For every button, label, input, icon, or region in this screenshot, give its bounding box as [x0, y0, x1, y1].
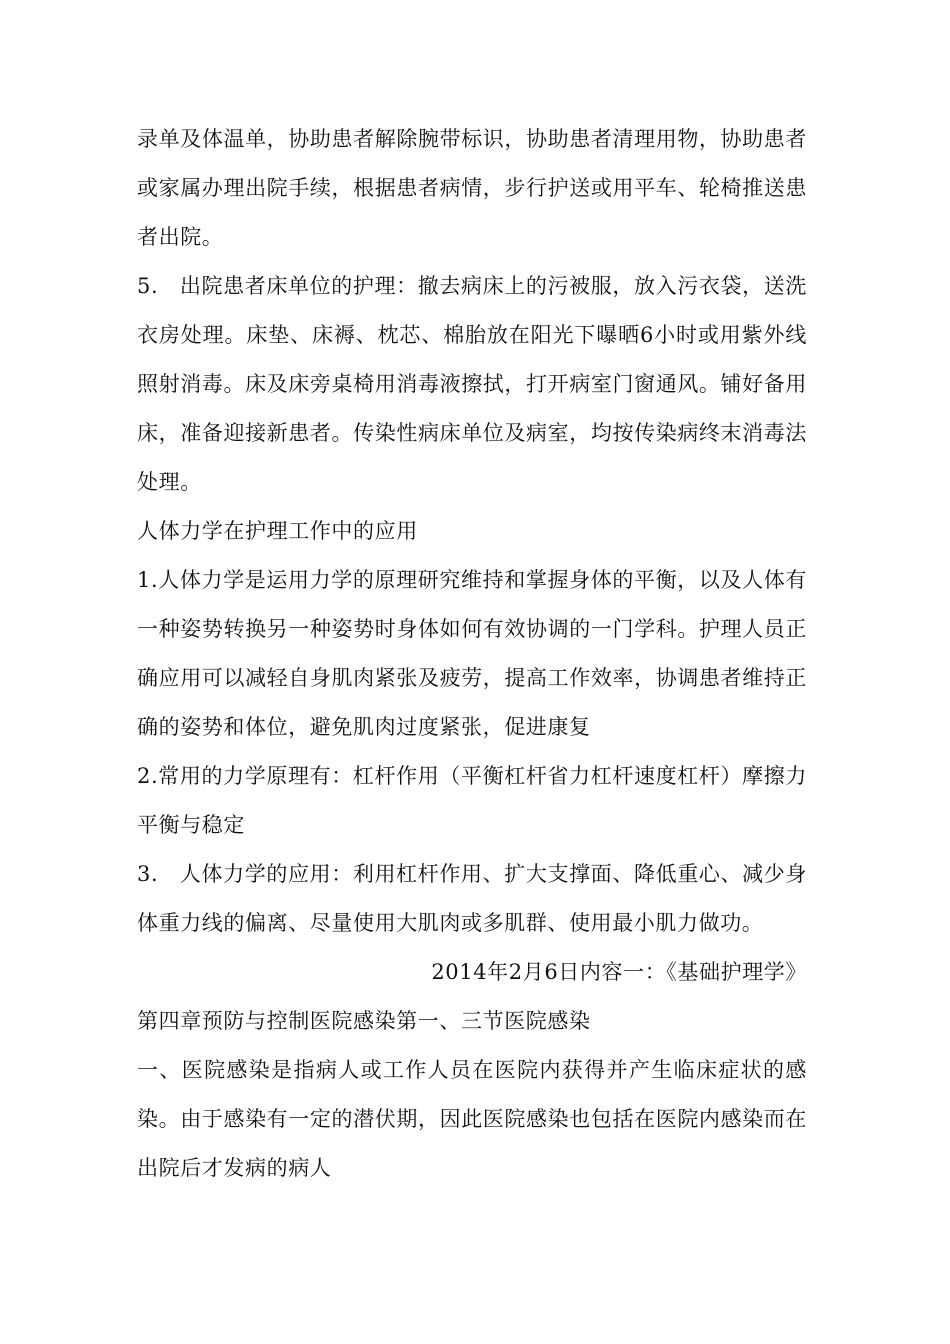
paragraph-bed-unit-care: 5. 出院患者床单位的护理：撤去病床上的污被服，放入污衣袋，送洗衣房处理。床垫、床褥、枕芯、棉胎放在阳光下曝晒6小时或用紫外线照射消毒。床及床旁桌椅用消毒液擦拭，打开病室门窗通风。铺好备用床，准备迎接新患者。传染性病床单位及病室，均按传染病终末消毒法处理。 [137, 274, 807, 494]
document-body [137, 115, 807, 1193]
paragraph-body-mechanics-definition: 1.人体力学是运用力学的原理研究维持和掌握身体的平衡，以及人体有一种姿势转换另一种姿势时身体如何有效协调的一门学科。护理人员正确应用可以减轻自身肌肉紧张及疲劳，提高工作效率，协调患者维持正确的姿势和体位，避免肌肉过度紧张，促进康复 [137, 568, 807, 739]
paragraph-discharge-procedure: 录单及体温单，协助患者解除腕带标识，协助患者清理用物，协助患者或家属办理出院手续，根据患者病情，步行护送或用平车、轮椅推送患者出院。 [137, 127, 807, 249]
paragraph-mechanics-principles: 2.常用的力学原理有：杠杆作用（平衡杠杆省力杠杆速度杠杆）摩擦力平衡与稳定 [137, 764, 807, 837]
date-heading: 2014年2月6日内容一：《基础护理学》 [431, 960, 807, 984]
chapter-heading-infection-control: 第四章预防与控制医院感染第一、三节医院感染 [137, 1009, 591, 1033]
section-heading-body-mechanics: 人体力学在护理工作中的应用 [137, 519, 418, 543]
paragraph-mechanics-application: 3. 人体力学的应用：利用杠杆作用、扩大支撑面、降低重心、减少身体重力线的偏离、尽量使用大肌肉或多肌群、使用最小肌力做功。 [137, 862, 807, 935]
paragraph-hospital-infection-definition: 一、医院感染是指病人或工作人员在医院内获得并产生临床症状的感染。由于感染有一定的潜伏期，因此医院感染也包括在医院内感染而在出院后才发病的病人 [137, 1058, 807, 1180]
